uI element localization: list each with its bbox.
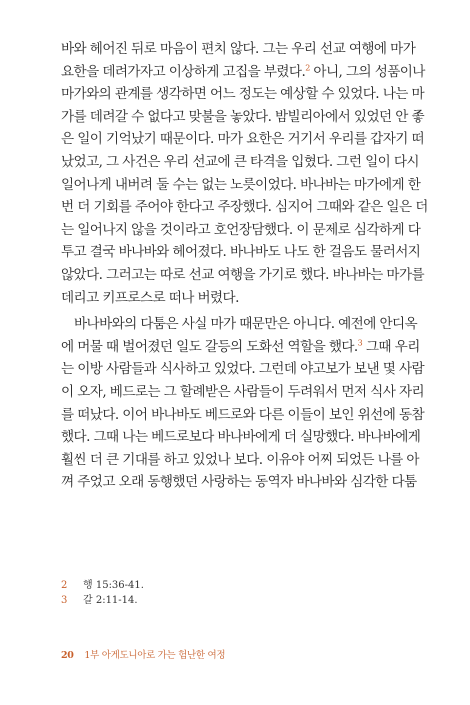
- page-footer: [61, 647, 225, 661]
- text-line: 투고 결국 바나바와 헤어졌다. 바나바도 나도 한 걸음도 물러서지: [61, 244, 421, 261]
- footnotes: [61, 578, 411, 608]
- body-text: [61, 38, 428, 494]
- text-line: 데리고 키프로스로 떠나 버렸다.: [61, 289, 239, 306]
- paragraph-2: [61, 313, 425, 494]
- text-line: 바와 헤어진 뒤로 마음이 편치 않다. 그는 우리 선교 여행에 마가: [61, 41, 416, 57]
- text-line: 는 일어나지 않을 것이라고 호언장담했다. 이 문제로 심각하게 다: [61, 221, 421, 238]
- text-line: [61, 336, 420, 359]
- footnote-2: [61, 578, 411, 593]
- footnote-text: 갈 2:11-14.: [83, 595, 138, 606]
- text-line: 번 더 기회를 주어야 한다고 주장했다. 심지어 그때와 같은 일은 더: [61, 199, 428, 216]
- text-line: 를 떠났다. 이어 바나바도 베드로와 다른 이들이 보인 위선에 동참: [61, 406, 425, 423]
- text-line: 는 이방 사람들과 식사하고 있었다. 그런데 야고보가 보낸 몇 사람: [61, 361, 425, 378]
- text-line: 이 오자, 베드로는 그 할례받은 사람들이 두려워서 먼저 식사 자리: [61, 383, 425, 400]
- text-line: 훨씬 더 큰 기대를 하고 있었나 보다. 이유야 어찌 되었든 나를 아: [61, 451, 419, 468]
- text-line: 않았다. 그러고는 따로 선교 여행을 가기로 했다. 바나바는 마가를: [61, 266, 425, 283]
- text-line: 났었고, 그 사건은 우리 선교에 큰 타격을 입혔다. 그런 일이 다시: [61, 153, 419, 170]
- text-line: 바나바와의 다툼은 사실 마가 때문만은 아니다. 예전에 안디옥: [74, 316, 418, 333]
- text-segment: 그때 우리: [362, 338, 420, 355]
- running-header-section: 1부 아게도니아로 가는 험난한 여정: [84, 650, 226, 661]
- page-number: 20: [61, 650, 74, 661]
- paragraph-1: [61, 38, 428, 309]
- text-segment: 에 머물 때 벌어졌던 일도 갈등의 도화선 역할을 했다.: [61, 338, 358, 355]
- text-line: 마가와의 관계를 생각하면 어느 정도는 예상할 수 있었다. 나는 마: [61, 86, 425, 103]
- text-line: [61, 61, 425, 84]
- footnote-3: [61, 593, 411, 608]
- text-line: 했다. 그때 나는 베드로보다 바나바에게 더 실망했다. 바나바에게: [61, 429, 421, 446]
- footnote-text: 행 15:36-41.: [83, 580, 144, 591]
- text-line: 가를 데려갈 수 없다고 맞불을 놓았다. 밤빌리아에서 있었던 안 좋: [61, 108, 425, 125]
- text-segment: 아니, 그의 성품이나: [309, 63, 425, 80]
- text-segment: 요한을 데려가자고 이상하게 고집을 부렸다.: [61, 63, 306, 80]
- footnote-number: 2: [61, 580, 68, 591]
- text-line: 일어나게 내버려 둘 수는 없는 노릇이었다. 바나바는 마가에게 한: [61, 176, 421, 193]
- footnote-reference[interactable]: 2: [305, 63, 310, 73]
- text-line: 은 일이 기억났기 때문이다. 마가 요한은 거기서 우리를 갑자기 떠: [61, 131, 425, 148]
- footnote-number: 3: [61, 595, 68, 606]
- text-line: 껴 주었고 오래 동행했던 사랑하는 동역자 바나바와 심각한 다툼: [61, 474, 417, 491]
- footnote-reference[interactable]: 3: [357, 338, 363, 348]
